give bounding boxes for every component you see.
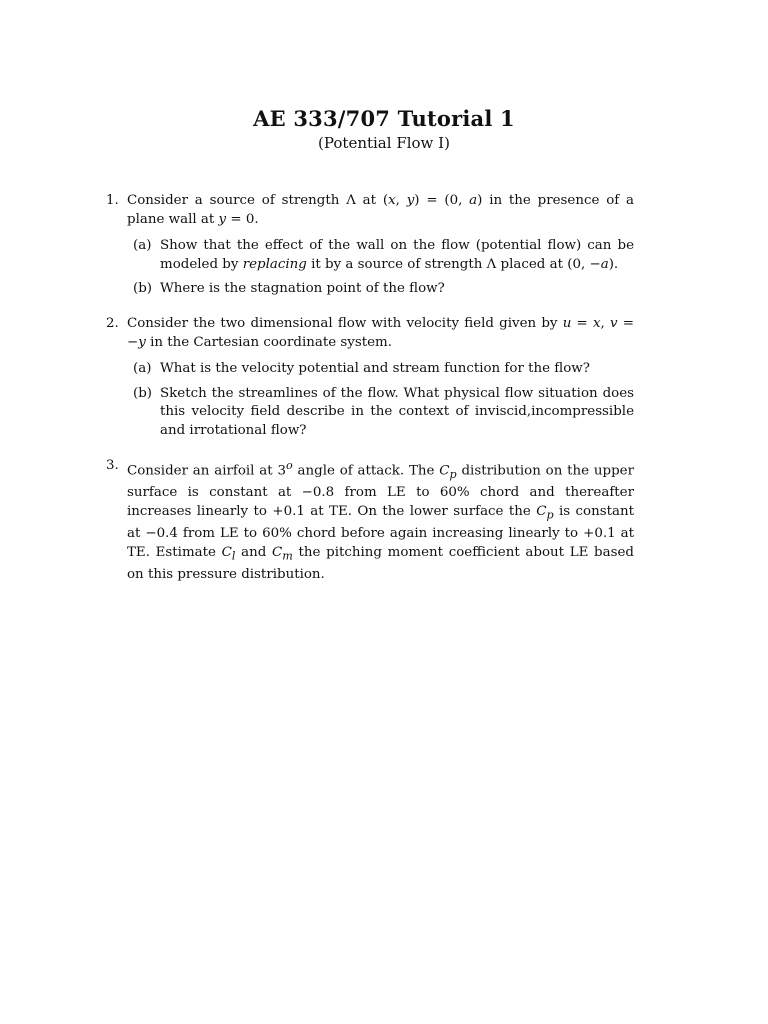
- subpart-a: [127, 237, 634, 274]
- problem-text: Consider the two dimensional flow with velocity field given by u = x, v = −y in the Cartesian coordinate system.: [127, 315, 634, 350]
- problem-text: Consider a source of strength Λ at (x, y) = (0, a) in the presence of a plane wall at y = 0.: [127, 193, 635, 227]
- subpart-text: Sketch the streamlines of the flow. What physical flow situation does this velocity field describe in the context of inviscid,incompressible and irrotational flow?: [160, 385, 634, 438]
- problem-1: [106, 192, 634, 299]
- problem-text: Consider an airfoil at 3$^o$ angle of attack. The $C_p$ distribution on the upper surface is constant at −0.8 from LE to 60% chord and thereafter increases linearly to +0.1 at TE. On the lower surface the $C_p$ is constant at −0.4 from LE to 60% chord before again increasing linearly to +0.1 at TE. Estimate $C_l$ and $C_m$ the pitching moment coefficient about LE based on this pressure distribution.: [127, 458, 634, 582]
- subpart-b: [127, 280, 634, 299]
- subpart-text: Where is the stagnation point of the flow?: [160, 281, 445, 297]
- subpart-list: [127, 237, 634, 299]
- page-subtitle: (Potential Flow I): [318, 134, 450, 152]
- subpart-list: [127, 360, 634, 440]
- subpart-text: What is the velocity potential and stream function for the flow?: [160, 361, 590, 377]
- problem-list: [106, 192, 634, 585]
- subpart-a: [127, 360, 634, 379]
- problem-number: 2.: [106, 315, 119, 331]
- problem-2: [106, 315, 634, 441]
- subpart-label: (b): [133, 385, 153, 401]
- subpart-label: (a): [133, 238, 152, 254]
- problem-3: [106, 457, 634, 585]
- subpart-text: Show that the effect of the wall on the flow (potential flow) can be modeled by replacing it by a source of strength Λ placed at (0, −a).: [160, 238, 634, 272]
- problem-number: 3.: [106, 457, 119, 473]
- subpart-label: (b): [133, 281, 153, 297]
- page-title: AE 333/707 Tutorial 1: [253, 106, 515, 131]
- subpart-b: [127, 385, 634, 441]
- subpart-label: (a): [133, 361, 152, 377]
- problem-number: 1.: [106, 193, 119, 208]
